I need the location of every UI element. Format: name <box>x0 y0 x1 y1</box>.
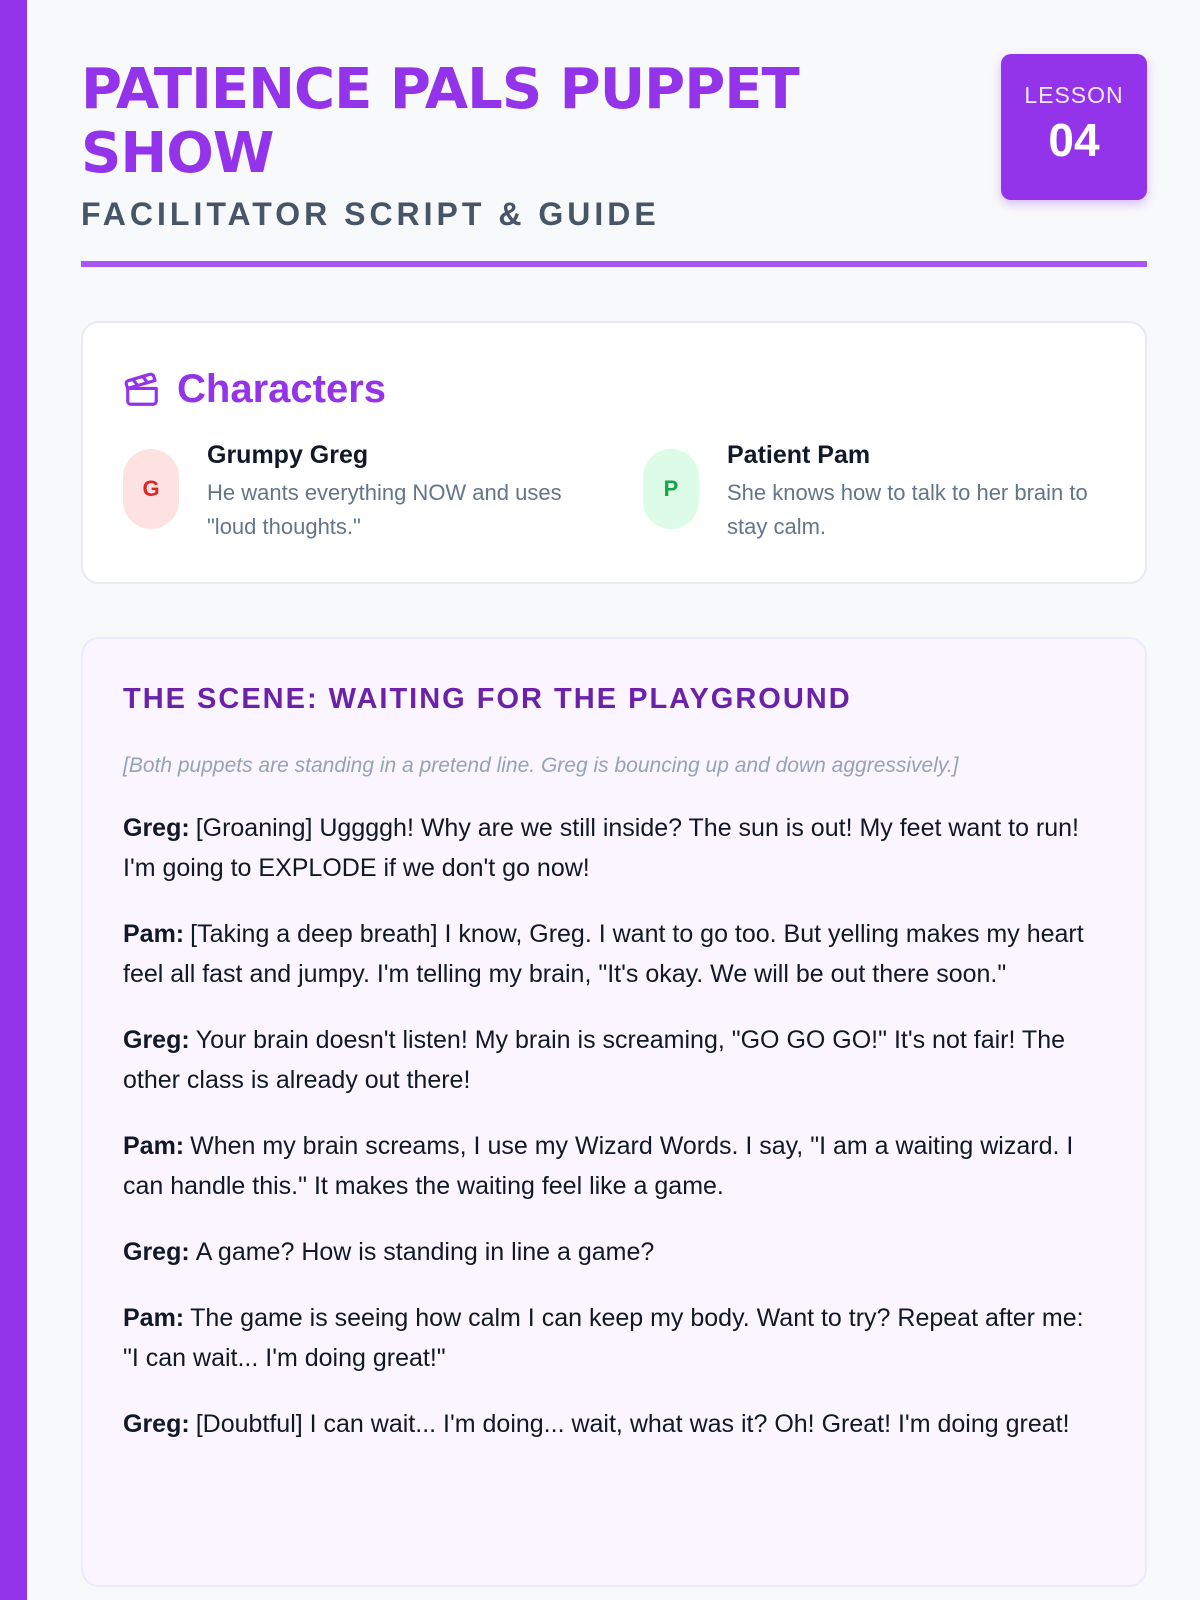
dialogue <box>123 808 1105 1444</box>
character-pam <box>643 441 1107 544</box>
dialogue-line <box>123 1232 1105 1272</box>
scene-card <box>81 637 1147 1587</box>
speaker-name: Greg: <box>123 1026 190 1054</box>
speaker-name: Greg: <box>123 814 190 842</box>
dialogue-line <box>123 1404 1105 1444</box>
line-text: [Taking a deep breath] I know, Greg. I want to go too. But yelling makes my heart feel all fast and jumpy. I'm telling my brain, "It's okay. We will be out there soon." <box>123 920 1084 988</box>
dialogue-line <box>123 1298 1105 1378</box>
dialogue-line <box>123 1126 1105 1206</box>
line-text: [Groaning] Uggggh! Why are we still inside? The sun is out! My feet want to run! I'm going to EXPLODE if we don't go now! <box>123 814 1080 882</box>
page-subtitle: FACILITATOR SCRIPT & GUIDE <box>81 196 660 232</box>
characters-title: Characters <box>177 367 387 411</box>
dialogue-line <box>123 914 1105 994</box>
header <box>81 52 1147 267</box>
avatar: P <box>643 449 699 529</box>
character-description: She knows how to talk to her brain to stay calm. <box>727 480 1088 539</box>
clapperboard-icon <box>123 371 161 409</box>
characters-card <box>81 321 1147 584</box>
characters-heading <box>123 367 386 412</box>
character-name: Patient Pam <box>727 441 871 469</box>
line-text: [Doubtful] I can wait... I'm doing... wait, what was it? Oh! Great! I'm doing great! <box>195 1410 1070 1438</box>
line-text: Your brain doesn't listen! My brain is screaming, "GO GO GO!" It's not fair! The other class is already out there! <box>123 1026 1065 1094</box>
character-description: He wants everything NOW and uses "loud thoughts." <box>207 480 562 539</box>
line-text: The game is seeing how calm I can keep my body. Want to try? Repeat after me: "I can wait... I'm doing great!" <box>123 1304 1084 1372</box>
scene-title: THE SCENE: WAITING FOR THE PLAYGROUND <box>123 683 852 715</box>
dialogue-line <box>123 808 1105 888</box>
speaker-name: Pam: <box>123 1132 185 1160</box>
line-text: A game? How is standing in line a game? <box>195 1238 655 1266</box>
speaker-name: Pam: <box>123 920 185 948</box>
speaker-name: Pam: <box>123 1304 185 1332</box>
line-text: When my brain screams, I use my Wizard Words. I say, "I am a waiting wizard. I can handle this." It makes the waiting feel like a game. <box>123 1132 1074 1200</box>
stage-direction: [Both puppets are standing in a pretend line. Greg is bouncing up and down aggressively.] <box>123 754 959 777</box>
page-title: PATIENCE PALS PUPPET SHOW <box>81 57 799 186</box>
lesson-label: LESSON <box>1024 82 1124 108</box>
left-accent-stripe <box>0 0 27 1600</box>
speaker-name: Greg: <box>123 1238 190 1266</box>
lesson-number: 04 <box>1048 114 1100 166</box>
lesson-badge <box>1001 54 1147 200</box>
dialogue-line <box>123 1020 1105 1100</box>
character-greg <box>123 441 587 544</box>
character-name: Grumpy Greg <box>207 441 369 469</box>
avatar: G <box>123 449 179 529</box>
speaker-name: Greg: <box>123 1410 190 1438</box>
